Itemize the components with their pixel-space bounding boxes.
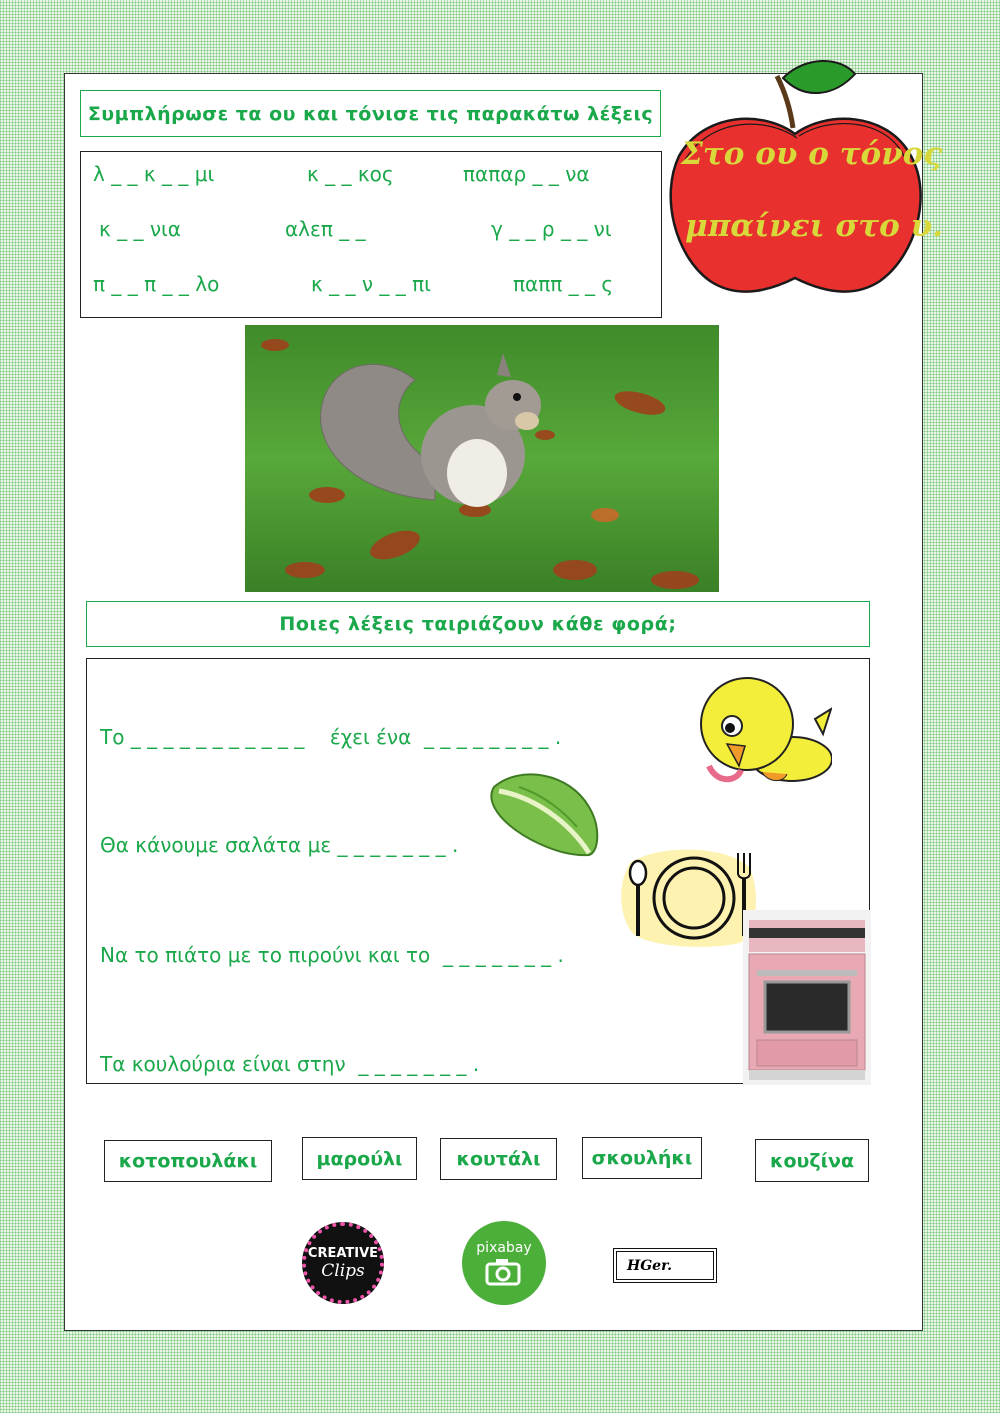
sentence: Θα κάνουμε σαλάτα με _ _ _ _ _ _ _ .	[100, 833, 459, 857]
signature-box	[613, 1248, 717, 1283]
chick-icon	[697, 674, 832, 789]
worksheet-page	[64, 73, 943, 1331]
fill-word: παππ _ _ ς	[513, 272, 614, 296]
fill-word: παπαρ _ _ να	[463, 162, 590, 186]
creative-text: CREATIVE	[307, 1245, 379, 1261]
pixabay-text: pixabay	[476, 1240, 532, 1256]
sentence: Το _ _ _ _ _ _ _ _ _ _ _ έχει ένα _ _ _ _ _ _ _ _ .	[100, 725, 562, 749]
word-tile-koutali[interactable]: κουτάλι	[440, 1138, 557, 1180]
pixabay-logo	[462, 1221, 546, 1305]
exercise1-title: Συμπλήρωσε τα ου και τόνισε τις παρακάτω λέξεις	[80, 90, 661, 137]
tip-line-2: μπαίνει στο υ.	[685, 208, 943, 244]
word-tile-kouzina[interactable]: κουζίνα	[755, 1139, 869, 1182]
lettuce-icon	[489, 767, 604, 857]
fill-word: κ _ _ νια	[99, 217, 181, 241]
apple-icon	[665, 56, 927, 306]
creative-clips-logo	[302, 1222, 384, 1304]
fill-word: λ _ _ κ _ _ μι	[93, 162, 215, 186]
squirrel-photo	[245, 325, 719, 592]
plate-icon	[620, 848, 758, 948]
signature-text: HGer.	[616, 1251, 714, 1280]
word-tile-kotopoulaki[interactable]: κοτοπουλάκι	[104, 1140, 272, 1182]
exercise1-word-box	[80, 151, 662, 318]
fill-word: π _ _ π _ _ λο	[93, 272, 220, 296]
clips-text: Clips	[321, 1260, 365, 1281]
sentence: Να το πιάτο με το πιρούνι και το _ _ _ _ _ _ _ .	[100, 943, 564, 967]
camera-icon	[484, 1256, 524, 1286]
apple-tip	[665, 56, 943, 306]
word-tile-marouli[interactable]: μαρούλι	[302, 1137, 417, 1180]
exercise2-title: Ποιες λέξεις ταιριάζουν κάθε φορά;	[86, 601, 870, 647]
fill-word: γ _ _ ρ _ _ νι	[491, 217, 612, 241]
fill-word: κ _ _ κος	[307, 162, 394, 186]
tip-line-1: Στο ου ο τόνος	[681, 136, 943, 172]
word-tile-skouliki[interactable]: σκουλήκι	[582, 1137, 702, 1179]
fill-word: αλεπ _ _	[285, 217, 366, 241]
stove-icon	[743, 910, 871, 1085]
fill-word: κ _ _ ν _ _ πι	[311, 272, 431, 296]
sentence: Τα κουλούρια είναι στην _ _ _ _ _ _ _ .	[100, 1052, 480, 1076]
